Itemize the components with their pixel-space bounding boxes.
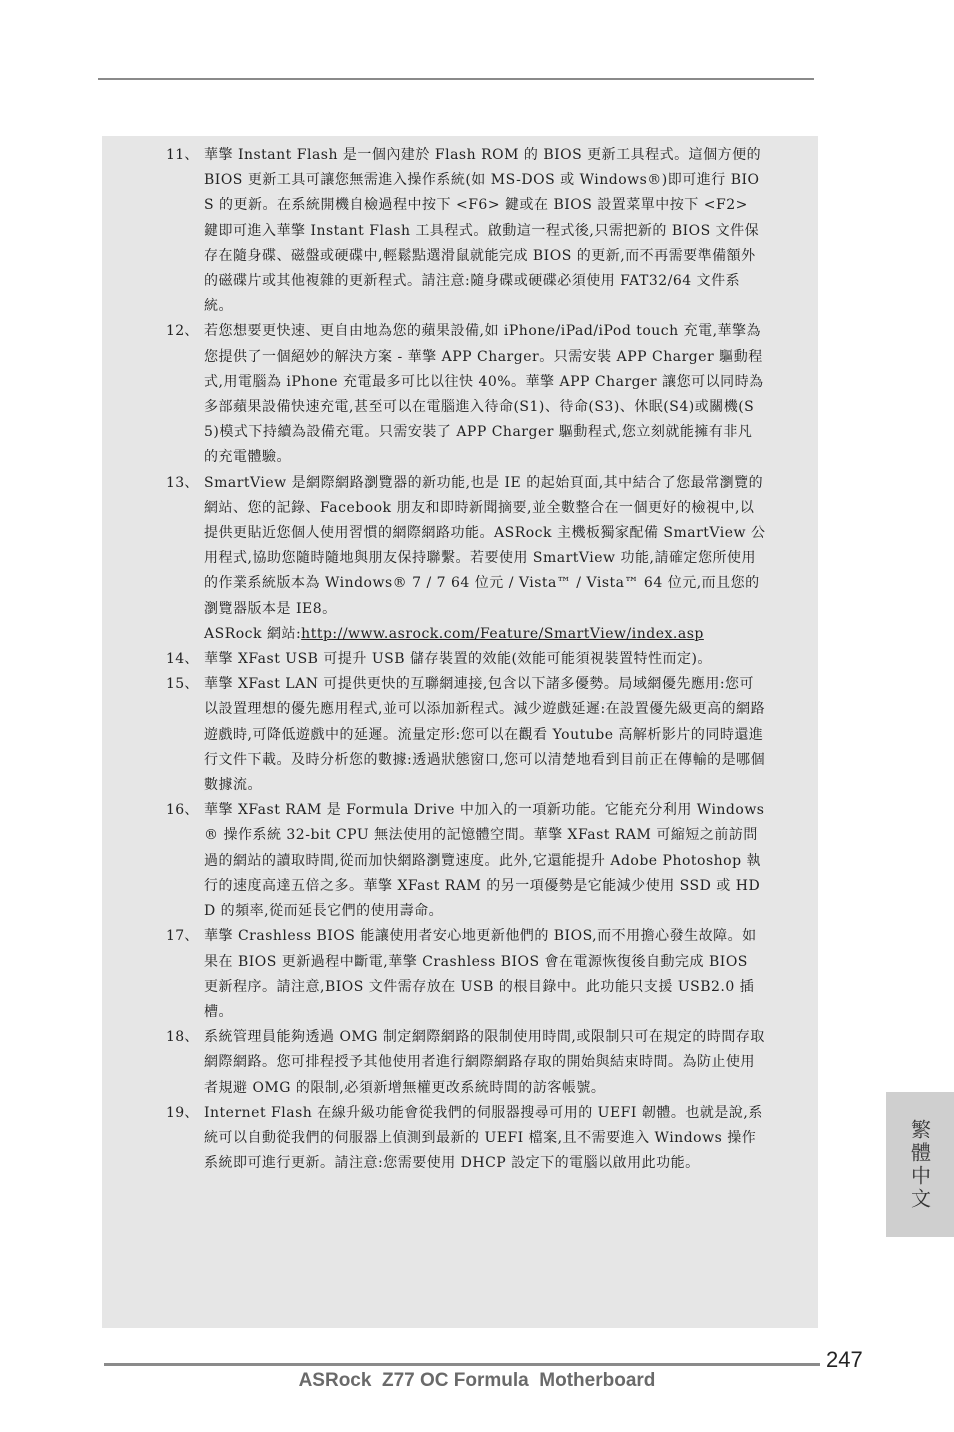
top-rule [98,78,814,80]
smartview-link[interactable]: http://www.asrock.com/Feature/SmartView/index.asp [301,625,704,642]
item-text: 華擎 XFast USB 可提升 USB 儲存裝置的效能(效能可能須視裝置特性而定)。 [204,651,712,668]
item-text: 若您想要更快速、更自由地為您的蘋果設備,如 iPhone/iPad/iPod touch 充電,華擎為您提供了一個絕妙的解決方案 - 華擎 APP Charger。只需安裝 APP Charger 驅動程式,用電腦為 iPhone 充電最多可比以往快 40%。華擎 APP Charger 讓您可以同時為多部蘋果設備快速充電,甚至可以在電腦進入待命(S1)、待命(S3)、休眠(S4)或關機(S5)模式下持續為設備充電。只需安裝了 APP Charger 驅動程式,您立刻就能擁有非凡的充電體驗。 [204,323,764,466]
item-number: 12、 [166,323,199,340]
item-number: 14、 [166,651,199,668]
list-item [166,1025,766,1101]
item-text: 華擎 Crashless BIOS 能讓使用者安心地更新他們的 BIOS,而不用擔心發生故障。如果在 BIOS 更新過程中斷電,華擎 Crashless BIOS 會在電源恢復後自動完成 BIOS 更新程序。請注意,BIOS 文件需存放在 USB 的根目錄中。此功能只支援 USB2.0 插槽。 [204,928,757,1020]
list-item [166,319,766,470]
item-number: 16、 [166,802,199,819]
item-number: 18、 [166,1029,199,1046]
item-text-block [204,471,766,647]
item-number: 13、 [166,474,199,491]
list-item [166,647,766,672]
item-text: Internet Flash 在線升級功能會從我們的伺服器搜尋可用的 UEFI 韌體。也就是說,系統可以自動從我們的伺服器上偵測到最新的 UEFI 檔案,且不需要進入 Windows 操作系統即可進行更新。請注意:您需要使用 DHCP 設定下的電腦以啟用此功能。 [204,1104,763,1172]
list-item [166,143,766,319]
website-label: ASRock 網站: [204,625,302,642]
item-text: SmartView 是網際網路瀏覽器的新功能,也是 IE 的起始頁面,其中結合了您最常瀏覽的網站、您的記錄、Facebook 朋友和即時新聞摘要,並全數整合在一個更好的檢視中,以提供更貼近您個人使用習慣的網際網路功能。ASRock 主機板獨家配備 SmartView 公用程式,協助您隨時隨地與朋友保持聯繫。若要使用 SmartView 功能,請確定您所使用的作業系統版本為 Windows® 7 / 7 64 位元 / Vista™ / Vista™ 64 位元,而且您的瀏覽器版本是 IE8。 [204,474,766,617]
item-number: 11、 [166,147,199,163]
bottom-rule [104,1363,820,1366]
list-item [166,924,766,1025]
website-line [204,622,766,647]
item-text: 華擎 XFast LAN 可提供更快的互聯網連接,包含以下諸多優勢。局域網優先應用:您可以設置理想的優先應用程式,並可以添加新程式。減少遊戲延遲:在設置優先級更高的網路遊戲時,可降低遊戲中的延遲。流量定形:您可以在觀看 Youtube 高解析影片的同時還進行文件下載。及時分析您的數據:透過狀態窗口,您可以清楚地看到目前正在傳輸的是哪個數據流。 [204,676,766,794]
item-text: 華擎 XFast RAM 是 Formula Drive 中加入的一項新功能。它能充分利用 Windows® 操作系統 32-bit CPU 無法使用的記憶體空間。華擎 XFast RAM 可縮短之前訪問過的網站的讀取時間,從而加快網路瀏覽速度。此外,它還能提升 Adobe Photoshop 執行的速度高達五倍之多。華擎 XFast RAM 的另一項優勢是它能減少使用 SSD 或 HDD 的頻率,從而延長它們的使用壽命。 [204,802,765,920]
list-item [166,798,766,924]
language-tab-label: 繁體中文 [907,1118,932,1211]
language-tab [886,1092,954,1237]
page-number: 247 [826,1347,863,1372]
feature-list [166,143,766,1176]
item-text: 系統管理員能夠透過 OMG 制定網際網路的限制使用時間,或限制只可在規定的時間存取網際網路。您可排程授予其他使用者進行網際網路存取的開始與結束時間。為防止使用者規避 OMG 的限制,必須新增無權更改系統時間的訪客帳號。 [204,1029,765,1096]
list-item [166,672,766,798]
item-number: 19、 [166,1104,199,1121]
list-item [166,1101,766,1177]
item-number: 15、 [166,676,199,693]
list-item [166,471,766,647]
item-number: 17、 [166,928,199,945]
footer-title: ASRock Z77 OC Formula Motherboard [298,1370,656,1391]
item-text: 華擎 Instant Flash 是一個內建於 Flash ROM 的 BIOS 更新工具程式。這個方便的 BIOS 更新工具可讓您無需進入操作系統(如 MS-DOS 或 Windows®)即可進行 BIOS 的更新。在系統開機自檢過程中按下 <F6> 鍵或在 BIOS 設置菜單中按下 <F2> 鍵即可進入華擎 Instant Flash 工具程式。啟動這一程式後,只需把新的 BIOS 文件保存在隨身碟、磁盤或硬碟中,輕鬆點選滑鼠就能完成 BIOS 的更新,而不再需要準備額外的磁碟片或其他複雜的更新程式。請注意:隨身碟或硬碟必須使用 FAT32/64 文件系統。 [204,147,762,315]
